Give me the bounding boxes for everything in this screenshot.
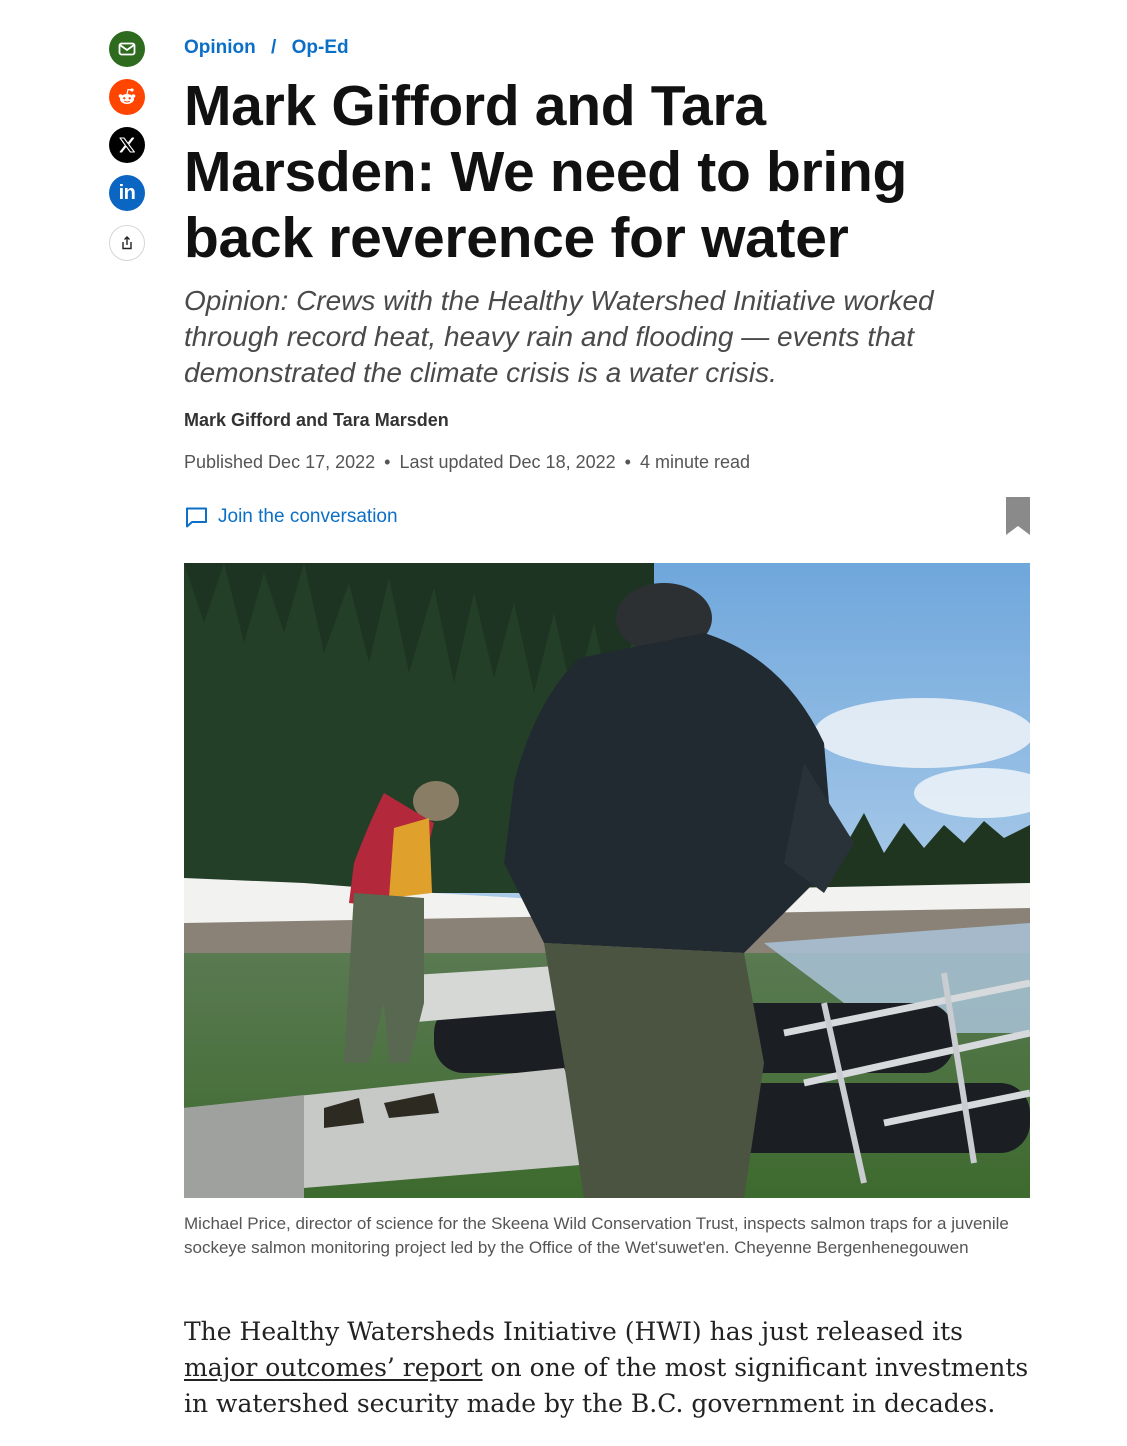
breadcrumb-opinion-link[interactable]: Opinion bbox=[184, 37, 256, 58]
body-text-before-link: The Healthy Watersheds Initiative (HWI) has just released its bbox=[184, 1317, 963, 1346]
article-photo bbox=[184, 563, 1030, 1198]
share-icon bbox=[119, 235, 135, 251]
article-byline[interactable]: Mark Gifford and Tara Marsden bbox=[184, 410, 449, 430]
x-logo-icon bbox=[117, 135, 137, 155]
article-meta bbox=[184, 452, 750, 473]
x-share-button[interactable] bbox=[109, 127, 145, 163]
reddit-share-button[interactable] bbox=[109, 79, 145, 115]
bookmark-icon[interactable] bbox=[1006, 497, 1030, 535]
updated-date: Last updated Dec 18, 2022 bbox=[399, 452, 616, 472]
more-share-button[interactable] bbox=[109, 225, 145, 261]
photo-caption: Michael Price, director of science for the Skeena Wild Conservation Trust, inspects salmon traps for a juvenile sockeye salmon monitoring project led by the Office of the Wet'suwet'en. Cheyenne Bergenhenegouwen bbox=[184, 1214, 1009, 1257]
published-date: Published Dec 17, 2022 bbox=[184, 452, 376, 472]
article-headline: Mark Gifford and Tara Marsden: We need to bring back reverence for water bbox=[184, 74, 908, 270]
meta-separator: • bbox=[384, 452, 391, 472]
linkedin-icon: in bbox=[118, 181, 136, 204]
article-deck: Opinion: Crews with the Healthy Watershed Initiative worked through record heat, heavy rain and flooding — events that demonstrated the climate crisis is a water crisis. bbox=[184, 285, 934, 388]
email-share-button[interactable] bbox=[109, 31, 145, 67]
envelope-icon bbox=[117, 39, 137, 59]
join-conversation-link[interactable] bbox=[184, 505, 398, 529]
breadcrumb-op-ed-link[interactable]: Op-Ed bbox=[291, 37, 349, 58]
comment-icon bbox=[184, 505, 209, 529]
breadcrumb bbox=[184, 37, 349, 59]
reddit-icon bbox=[115, 85, 139, 109]
linkedin-share-button[interactable] bbox=[109, 175, 145, 211]
major-outcomes-report-link[interactable]: major outcomes’ report bbox=[184, 1353, 483, 1382]
read-time: 4 minute read bbox=[639, 452, 751, 472]
body-text-after-link: on one of the most significant investments in watershed security made by the B.C. government in decades. bbox=[184, 1353, 1029, 1418]
breadcrumb-separator: / bbox=[271, 37, 277, 58]
article-body-paragraph bbox=[184, 1314, 1030, 1422]
join-conversation-label: Join the conversation bbox=[218, 506, 398, 527]
article-photo-illustration bbox=[184, 563, 1030, 1198]
meta-separator: • bbox=[624, 452, 631, 472]
